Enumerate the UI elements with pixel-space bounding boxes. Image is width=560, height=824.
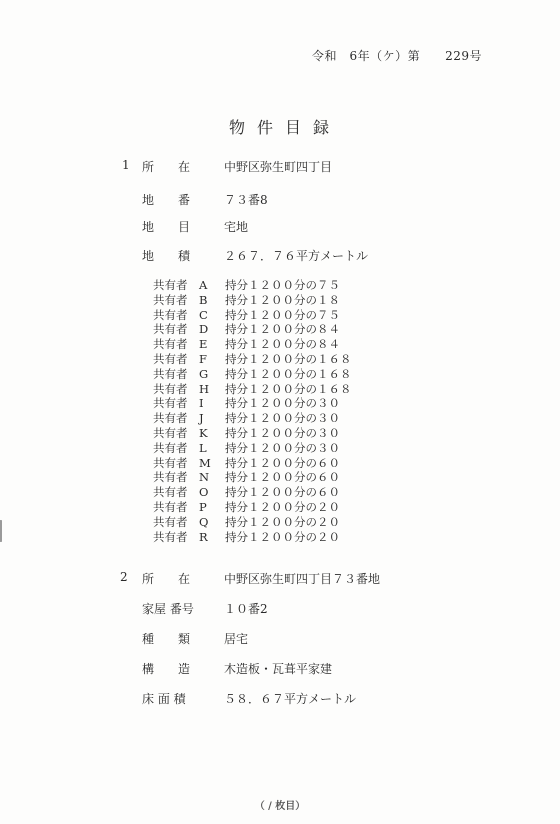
co-owner-role: 共有者: [153, 514, 188, 529]
co-owner-role: 共有者: [153, 381, 188, 396]
co-owner-share: 持分１２００分の３０: [225, 440, 340, 455]
co-owner-share: 持分１２００分の３０: [225, 425, 340, 440]
co-owner-share: 持分１２００分の２０: [225, 529, 340, 544]
co-owner-row: [153, 470, 352, 485]
co-owner-role: 共有者: [153, 440, 188, 455]
co-owner-id: R: [199, 529, 208, 544]
co-owner-share: 持分１２００分の１６８: [225, 366, 352, 381]
co-owner-id: O: [199, 485, 209, 500]
co-owner-row: [153, 322, 352, 337]
co-owner-id: D: [199, 322, 209, 337]
co-owner-row: [153, 367, 352, 382]
co-owner-role: 共有者: [153, 322, 188, 337]
co-owner-role: 共有者: [153, 425, 188, 440]
co-owner-role: 共有者: [153, 455, 188, 470]
co-owner-share: 持分１２００分の７５: [225, 278, 340, 292]
co-owner-role: 共有者: [153, 411, 188, 426]
co-owner-row: [153, 411, 352, 426]
property1-location: 中野区弥生町四丁目: [224, 160, 333, 174]
property1-lot: ７３番8: [224, 193, 268, 207]
co-owner-share: 持分１２００分の２０: [225, 514, 340, 529]
co-owner-role: 共有者: [153, 337, 188, 352]
property2-structure-label: 構 造: [142, 662, 191, 676]
co-owner-id: G: [199, 366, 209, 381]
co-owner-share: 持分１２００分の２０: [225, 499, 340, 514]
co-owner-id: P: [199, 499, 207, 514]
co-owner-role: 共有者: [153, 366, 188, 381]
property1-area-label: 地 積: [142, 249, 191, 263]
co-owner-share: 持分１２００分の８４: [225, 337, 340, 352]
co-owner-row: [153, 293, 352, 308]
document-title: 物件目録: [228, 118, 341, 137]
property1-category: 宅地: [224, 220, 249, 234]
co-owner-id: E: [199, 337, 208, 352]
co-owner-id: B: [199, 292, 208, 307]
co-owner-row: [153, 456, 352, 471]
property1-category-label: 地 目: [142, 220, 191, 234]
property2-type-label: 種 類: [142, 632, 191, 646]
co-owner-row: [153, 396, 352, 411]
property2-floor-area: ５８．６７平方メートル: [224, 692, 357, 706]
page-footer: （ / 枚目）: [254, 801, 306, 812]
property2-type: 居宅: [224, 632, 249, 646]
co-owner-share: 持分１２００分の３０: [225, 396, 340, 411]
co-owner-role: 共有者: [153, 470, 188, 485]
co-owner-id: J: [199, 411, 204, 426]
co-owner-id: K: [199, 425, 208, 440]
co-owner-id: Q: [199, 514, 209, 529]
co-owner-share: 持分１２００分の１８: [225, 292, 340, 307]
property2-location-label: 所 在: [142, 572, 191, 586]
property2-location: 中野区弥生町四丁目７３番地: [224, 572, 381, 586]
co-owner-id: I: [199, 396, 204, 411]
co-owner-role: 共有者: [153, 485, 188, 500]
co-owner-role: 共有者: [153, 529, 188, 544]
property1-location-label: 所 在: [142, 160, 191, 174]
co-owner-share: 持分１２００分の８４: [225, 322, 340, 337]
co-owner-role: 共有者: [153, 351, 188, 366]
case-number: 令和 6年（ケ）第 229号: [312, 49, 483, 63]
property2-house-no: １０番2: [224, 602, 268, 616]
co-owner-row: [153, 426, 352, 441]
co-owner-share: 持分１２００分の７５: [225, 307, 340, 322]
property1-number: 1: [122, 158, 130, 172]
co-owner-share: 持分１２００分の６０: [225, 455, 340, 470]
co-owner-row: [153, 308, 352, 323]
co-owner-id: L: [199, 440, 207, 455]
co-owner-share: 持分１２００分の３０: [225, 411, 340, 426]
co-owner-row: [153, 441, 352, 456]
property2-floor-area-label: 床 面 積: [142, 692, 186, 706]
co-owner-list: [153, 278, 352, 544]
co-owner-row: [153, 485, 352, 500]
co-owner-id: M: [199, 455, 211, 470]
co-owner-share: 持分１２００分の６０: [225, 470, 340, 485]
co-owner-id: A: [199, 278, 208, 292]
co-owner-row: [153, 278, 352, 293]
co-owner-role: 共有者: [153, 307, 188, 322]
property2-number: 2: [120, 570, 128, 584]
property1-area: ２６７．７６平方メートル: [224, 249, 369, 263]
co-owner-role: 共有者: [153, 499, 188, 514]
co-owner-row: [153, 515, 352, 530]
co-owner-share: 持分１２００分の６０: [225, 485, 340, 500]
co-owner-row: [153, 530, 352, 545]
co-owner-share: 持分１２００分の１６８: [225, 351, 352, 366]
property1-lot-label: 地 番: [142, 193, 191, 207]
co-owner-share: 持分１２００分の１６８: [225, 381, 352, 396]
co-owner-row: [153, 352, 352, 367]
co-owner-role: 共有者: [153, 278, 188, 292]
co-owner-id: H: [199, 381, 210, 396]
co-owner-row: [153, 500, 352, 515]
co-owner-id: C: [199, 307, 208, 322]
property2-structure: 木造板・瓦葺平家建: [224, 662, 333, 676]
property2-house-no-label: 家屋 番号: [142, 602, 194, 616]
co-owner-id: N: [199, 470, 210, 485]
co-owner-role: 共有者: [153, 292, 188, 307]
co-owner-role: 共有者: [153, 396, 188, 411]
co-owner-row: [153, 337, 352, 352]
co-owner-id: F: [199, 351, 207, 366]
punch-hole-mark: [0, 520, 8, 542]
co-owner-row: [153, 382, 352, 397]
